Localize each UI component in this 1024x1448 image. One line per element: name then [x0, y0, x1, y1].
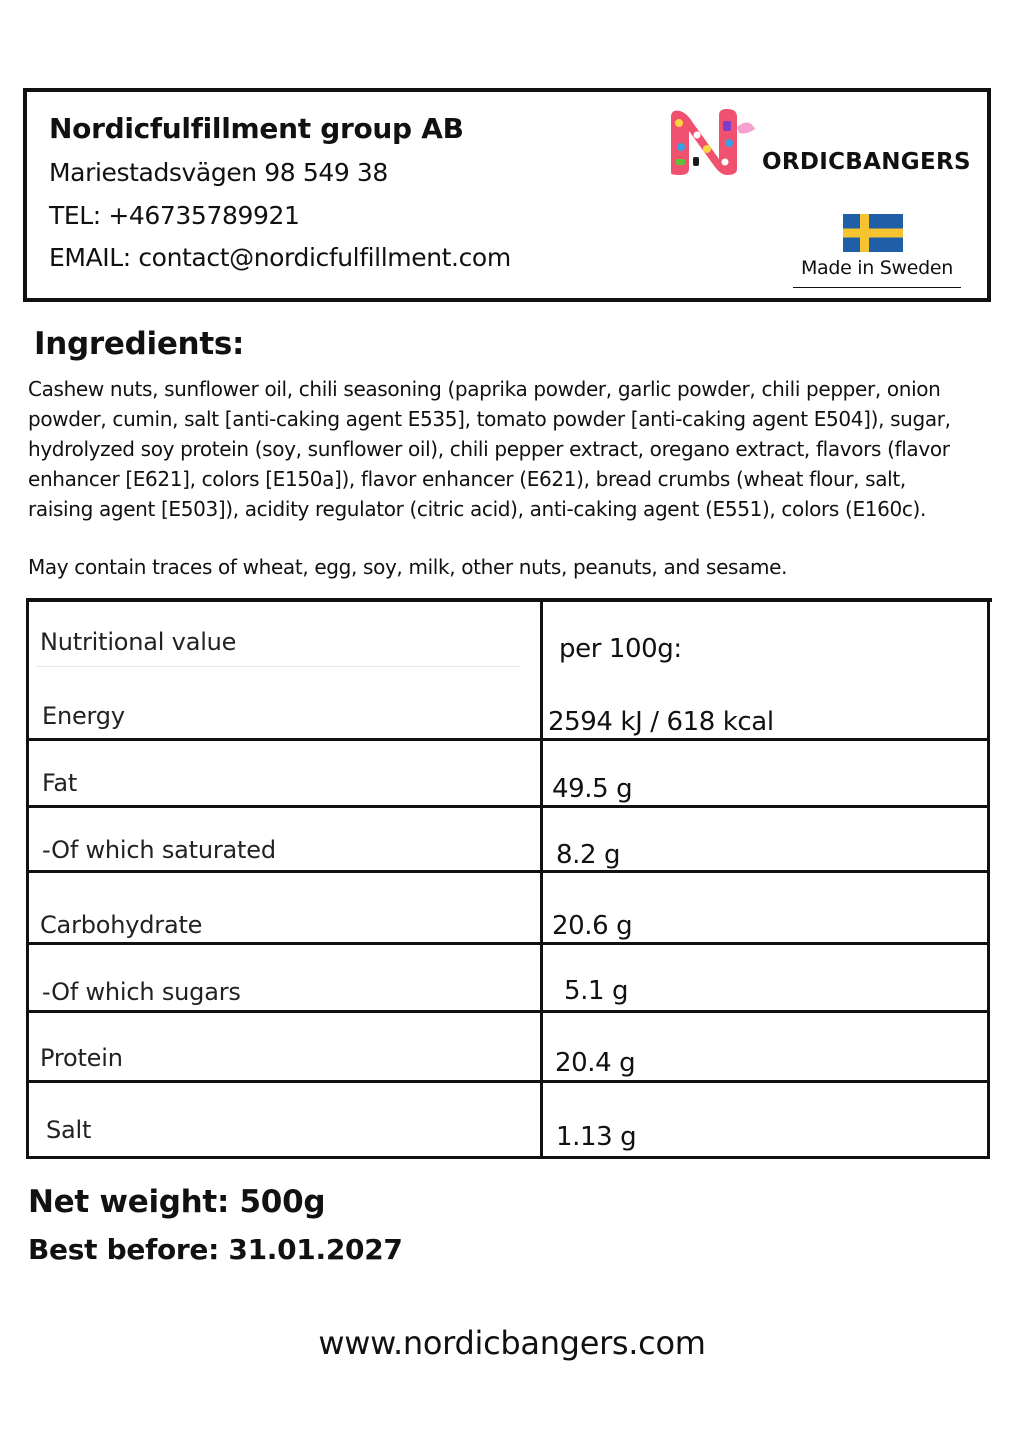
nutrition-row-label: Protein — [40, 1044, 123, 1072]
nutrition-row-value: 2594 kJ / 618 kcal — [548, 707, 774, 737]
row-divider — [26, 1080, 990, 1083]
ingredients-line: Cashew nuts, sunflower oil, chili seasoning (paprika powder, garlic powder, chili pepper, onion — [28, 377, 941, 401]
ingredients-line: raising agent [E503]), acidity regulator (citric acid), anti-caking agent (E551), colors (E160c). — [28, 497, 926, 521]
nutrition-row-label: Carbohydrate — [40, 911, 203, 939]
nutrition-row-label: Salt — [46, 1116, 92, 1144]
table-border-left — [26, 598, 29, 1159]
row-divider — [26, 738, 990, 741]
company-address: Mariestadsvägen 98 549 38 — [49, 158, 388, 187]
row-divider — [26, 805, 990, 808]
company-info-box — [23, 88, 991, 302]
net-weight: Net weight: 500g — [28, 1184, 326, 1220]
nutrition-row-label: Fat — [42, 769, 78, 797]
nutrition-row-label: -Of which saturated — [42, 836, 276, 864]
nutrition-header-label: Nutritional value — [40, 628, 237, 656]
made-in-underline — [793, 287, 961, 288]
website-url: www.nordicbangers.com — [318, 1324, 706, 1362]
table-border-top — [26, 598, 992, 602]
ingredients-line: enhancer [E621], colors [E150a]), flavor enhancer (E621), bread crumbs (wheat flour, salt, — [28, 467, 906, 491]
company-phone: TEL: +46735789921 — [49, 201, 300, 230]
nutrition-header-value: per 100g: — [559, 634, 682, 664]
nutrition-row-label: -Of which sugars — [42, 978, 241, 1006]
ingredients-text — [28, 374, 988, 524]
nutrition-row-label: Energy — [42, 702, 125, 730]
ingredients-line: hydrolyzed soy protein (soy, sunflower oil), chili pepper extract, oregano extract, flavors (flavor — [28, 437, 950, 461]
nutrition-row-value: 1.13 g — [556, 1122, 637, 1152]
table-border-right — [987, 598, 990, 1159]
table-border-bottom — [26, 1156, 990, 1159]
nutrition-table — [26, 598, 990, 1160]
nordicbangers-logo — [667, 107, 972, 177]
row-divider — [26, 942, 990, 945]
sweden-flag-icon — [843, 214, 903, 252]
ingredients-line: powder, cumin, salt [anti-caking agent E535], tomato powder [anti-caking agent E504]), sugar, — [28, 407, 951, 431]
made-in-sweden-label: Made in Sweden — [800, 257, 954, 279]
row-divider — [26, 1010, 990, 1013]
ingredients-title: Ingredients: — [34, 326, 245, 362]
best-before-date: Best before: 31.01.2027 — [28, 1233, 403, 1266]
nutrition-row-value: 5.1 g — [564, 976, 629, 1006]
nutrition-row-value: 20.6 g — [552, 911, 633, 941]
nutrition-row-value: 49.5 g — [552, 774, 633, 804]
nutrition-row-value: 20.4 g — [555, 1048, 636, 1078]
allergen-traces: May contain traces of wheat, egg, soy, milk, other nuts, peanuts, and sesame. — [28, 555, 788, 579]
logo-text: ORDICBANGERS — [762, 149, 971, 175]
nutrition-row-value: 8.2 g — [556, 840, 621, 870]
header-underline — [36, 666, 520, 667]
company-email: EMAIL: contact@nordicfulfillment.com — [49, 243, 511, 272]
table-column-divider — [540, 598, 543, 1159]
logo-n-candy-icon — [667, 107, 762, 177]
row-divider — [26, 870, 990, 873]
company-name: Nordicfulfillment group AB — [49, 112, 464, 145]
